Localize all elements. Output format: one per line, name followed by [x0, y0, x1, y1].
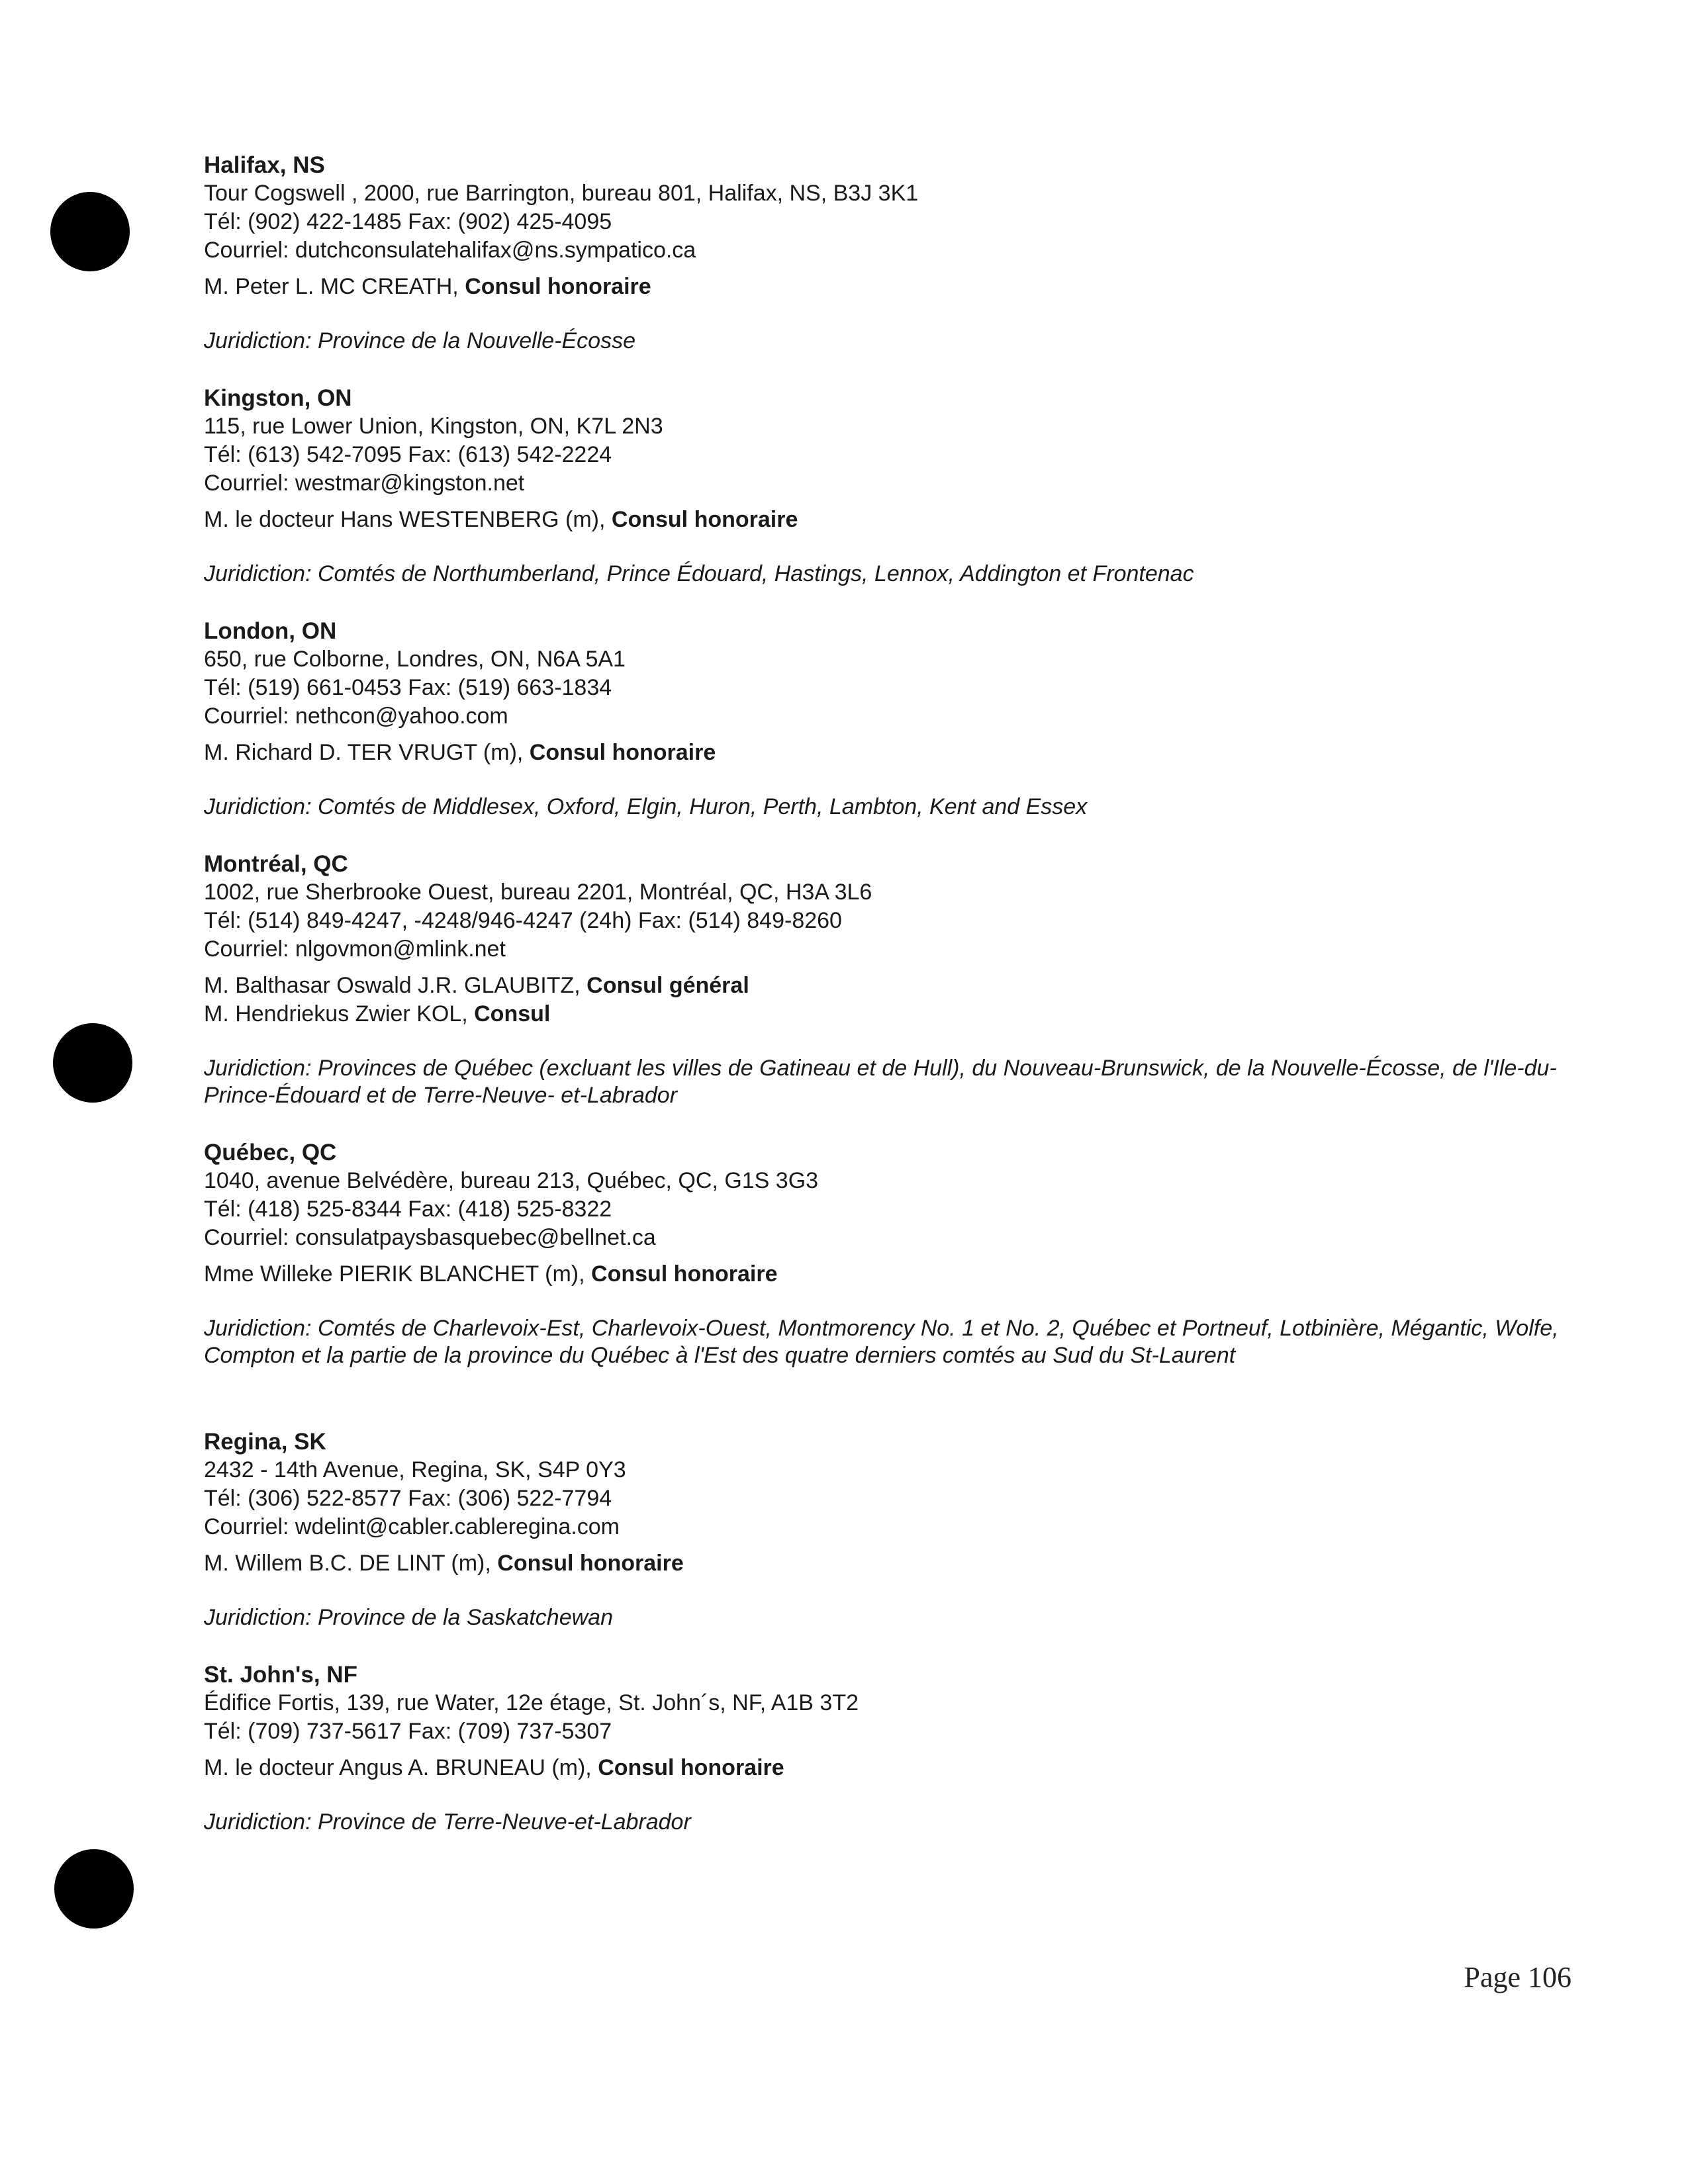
entry-quebec	[204, 1138, 1561, 1369]
entry-phone: Tél: (709) 737-5617 Fax: (709) 737-5307	[204, 1719, 612, 1744]
entry-person	[204, 273, 1561, 301]
punch-hole-middle	[53, 1023, 132, 1103]
entry-person	[204, 972, 1561, 1000]
entry-address: 650, rue Colborne, Londres, ON, N6A 5A1	[204, 647, 626, 672]
entry-jurisdiction: Juridiction: Provinces de Québec (excluant les villes de Gatineau et de Hull), du Nouveau-Brunswick, de la Nouvelle-Écosse, de l'Ile-du-Prince-Édouard et de Terre-Neuve- et-Labrador	[204, 1056, 1557, 1108]
entry-city: Regina, SK	[204, 1429, 326, 1455]
person-title: Consul honoraire	[465, 274, 651, 299]
entry-jurisdiction: Juridiction: Province de la Nouvelle-Écosse	[204, 328, 635, 353]
entry-city: St. John's, NF	[204, 1662, 357, 1688]
entry-kingston	[204, 384, 1561, 588]
entry-phone: Tél: (613) 542-7095 Fax: (613) 542-2224	[204, 442, 612, 467]
person-title: Consul honoraire	[529, 740, 716, 765]
person-name: M. Hendriekus Zwier KOL,	[204, 1001, 475, 1026]
entry-phone: Tél: (514) 849-4247, -4248/946-4247 (24h) Fax: (514) 849-8260	[204, 908, 842, 933]
person-name: M. Richard D. TER VRUGT (m),	[204, 740, 530, 765]
consulate-list	[204, 151, 1561, 1865]
entry-person	[204, 1000, 1561, 1028]
entry-email: Courriel: consulatpaysbasquebec@bellnet.ca	[204, 1225, 656, 1250]
page-number: Page 106	[1464, 1961, 1571, 1993]
entry-phone: Tél: (902) 422-1485 Fax: (902) 425-4095	[204, 209, 612, 234]
person-title: Consul	[474, 1001, 551, 1026]
entry-city: Montréal, QC	[204, 851, 348, 877]
person-title: Consul honoraire	[591, 1261, 778, 1287]
entry-jurisdiction: Juridiction: Comtés de Charlevoix-Est, Charlevoix-Ouest, Montmorency No. 1 et No. 2, Québec et Portneuf, Lotbinière, Mégantic, Wolfe, Compton et la partie de la province du Québec à l'Est des quatre derniers comtés au Sud du St-Laurent	[204, 1316, 1559, 1368]
person-title: Consul honoraire	[598, 1755, 784, 1780]
entry-email: Courriel: dutchconsulatehalifax@ns.sympatico.ca	[204, 238, 696, 263]
entry-jurisdiction: Juridiction: Comtés de Middlesex, Oxford, Elgin, Huron, Perth, Lambton, Kent and Essex	[204, 794, 1088, 819]
entry-regina	[204, 1428, 1561, 1631]
entry-email: Courriel: wdelint@cabler.cableregina.com	[204, 1514, 620, 1539]
entry-montreal	[204, 850, 1561, 1109]
entry-person	[204, 1549, 1561, 1578]
person-name: M. le docteur Hans WESTENBERG (m),	[204, 507, 612, 532]
entry-city: Québec, QC	[204, 1140, 337, 1165]
entry-city: Halifax, NS	[204, 152, 325, 178]
entry-jurisdiction: Juridiction: Comtés de Northumberland, Prince Édouard, Hastings, Lennox, Addington et Frontenac	[204, 561, 1194, 586]
entry-address: 115, rue Lower Union, Kingston, ON, K7L 2N3	[204, 414, 663, 439]
entry-person	[204, 1754, 1561, 1782]
entry-email: Courriel: westmar@kingston.net	[204, 471, 525, 496]
entry-phone: Tél: (306) 522-8577 Fax: (306) 522-7794	[204, 1486, 612, 1511]
entry-city: Kingston, ON	[204, 385, 352, 411]
person-title: Consul général	[586, 973, 749, 998]
entry-address: 1002, rue Sherbrooke Ouest, bureau 2201, Montréal, QC, H3A 3L6	[204, 880, 872, 905]
entry-address: 2432 - 14th Avenue, Regina, SK, S4P 0Y3	[204, 1457, 626, 1482]
entry-email: Courriel: nethcon@yahoo.com	[204, 704, 508, 729]
entry-person	[204, 506, 1561, 534]
punch-hole-bottom	[54, 1849, 134, 1929]
person-name: M. Balthasar Oswald J.R. GLAUBITZ,	[204, 973, 587, 998]
entry-person	[204, 1260, 1561, 1289]
entry-st-johns	[204, 1661, 1561, 1836]
entry-halifax	[204, 151, 1561, 355]
person-name: M. le docteur Angus A. BRUNEAU (m),	[204, 1755, 598, 1780]
entry-phone: Tél: (418) 525-8344 Fax: (418) 525-8322	[204, 1197, 612, 1222]
person-title: Consul honoraire	[497, 1551, 684, 1576]
entry-jurisdiction: Juridiction: Province de Terre-Neuve-et-Labrador	[204, 1809, 691, 1835]
entry-address: Édifice Fortis, 139, rue Water, 12e étage, St. John´s, NF, A1B 3T2	[204, 1690, 859, 1715]
punch-hole-top	[50, 192, 130, 271]
entry-email: Courriel: nlgovmon@mlink.net	[204, 936, 506, 962]
person-name: M. Willem B.C. DE LINT (m),	[204, 1551, 498, 1576]
entry-jurisdiction: Juridiction: Province de la Saskatchewan	[204, 1605, 613, 1630]
entry-address: Tour Cogswell , 2000, rue Barrington, bureau 801, Halifax, NS, B3J 3K1	[204, 181, 919, 206]
entry-london	[204, 617, 1561, 821]
person-title: Consul honoraire	[611, 507, 798, 532]
entry-city: London, ON	[204, 618, 337, 644]
person-name: M. Peter L. MC CREATH,	[204, 274, 465, 299]
person-name: Mme Willeke PIERIK BLANCHET (m),	[204, 1261, 592, 1287]
entry-address: 1040, avenue Belvédère, bureau 213, Québec, QC, G1S 3G3	[204, 1168, 819, 1193]
entry-person	[204, 739, 1561, 767]
entry-phone: Tél: (519) 661-0453 Fax: (519) 663-1834	[204, 675, 612, 700]
